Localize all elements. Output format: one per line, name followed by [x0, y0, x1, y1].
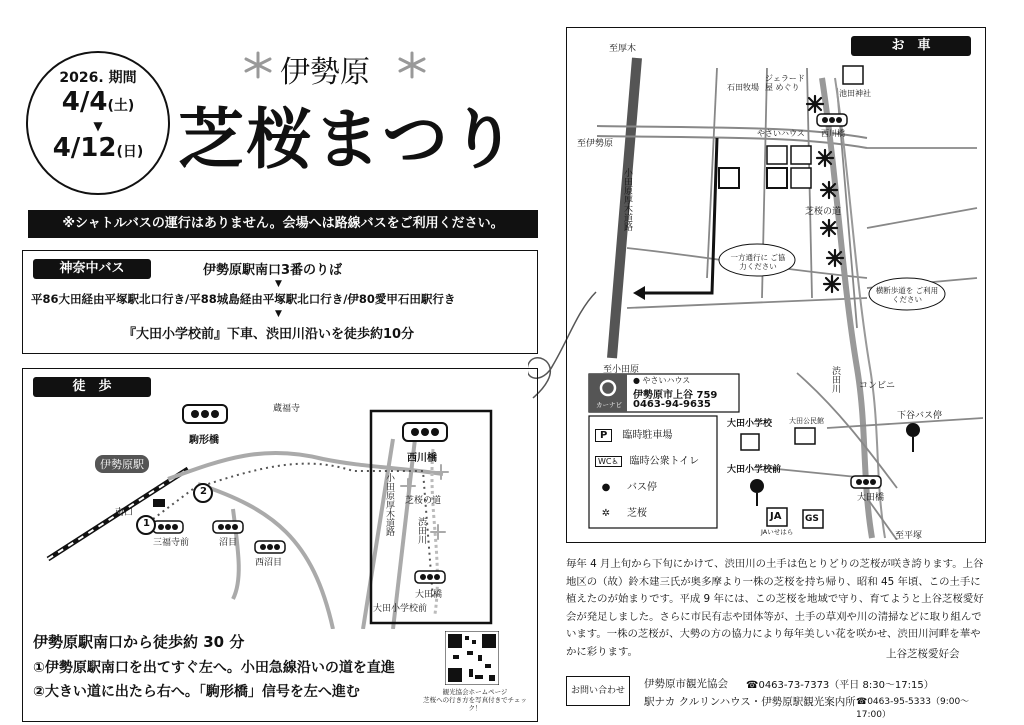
- carnavi-tel: 0463-94-9635: [633, 399, 711, 410]
- carnavi-address: 伊勢原市上谷 759: [633, 390, 718, 401]
- notice-bar: ※シャトルバスの運行はありません。会場へは路線バスをご利用ください。: [28, 210, 538, 238]
- label-to-odawara: 至小田原: [603, 365, 640, 375]
- start-date: 4/4(土): [61, 87, 135, 117]
- walk-tag: 徒 歩: [33, 377, 151, 397]
- label-shibuta: 渋田川: [830, 366, 840, 393]
- legend-toilet: WC♿ 臨時公衆トイレ: [595, 452, 699, 467]
- label-station: 伊勢原駅: [95, 455, 149, 473]
- flower-icon: ✲: [601, 508, 611, 519]
- place-name: 伊勢原: [280, 55, 370, 90]
- contact: [566, 672, 984, 720]
- label-highway: 小田原厚木道路: [622, 168, 632, 231]
- label-ota-school: 大田小学校: [727, 419, 773, 429]
- label-ota-school: 大田小学校前: [373, 604, 428, 614]
- legend-bus-stop: ● バス停: [595, 478, 657, 493]
- parking-icon: P: [595, 429, 612, 442]
- description: 毎年 4 月上旬から下旬にかけて、渋田川の土手は色とりどりの芝桜が咲き誇ります。上谷地区の（故）鈴木建三氏が奥多摩より一株の芝桜を持ち帰り、昭和 45 年頃、この土手に植えたのが始まりです。平成 9 年には、この芝桜を地域で守り、育てようと上谷芝桜愛好会が発足しました。さらに市民有志や団体等が、土手の草刈や川の清掃などに取り組んでいます。一株の芝桜が、大勢の方の協力により毎年美しい花を咲かせ、渋田川河畔を華やかに彩ります。: [566, 558, 984, 658]
- walk-step-2: ②大きい道に出たら右へ。「駒形橋」信号を左へ進む: [33, 684, 360, 700]
- end-date: 4/12(日): [52, 133, 144, 163]
- period-label: 2026. 期間: [59, 70, 137, 86]
- label-shibazakura-road: 芝桜の道: [805, 207, 842, 217]
- contact-label: お問い合わせ: [566, 676, 630, 706]
- label-numame: 沼目: [219, 538, 238, 548]
- label-shimoya-bus: 下谷バス停: [897, 411, 943, 421]
- label-south-exit: 南口: [115, 508, 134, 518]
- walk-section: [22, 368, 538, 722]
- label-zofukuji: 蔵福寺: [273, 404, 301, 414]
- desc-signature: 上谷芝桜愛好会: [886, 648, 960, 660]
- legend-parking: P 臨時駐車場: [595, 426, 672, 442]
- label-gs: GS: [805, 514, 819, 524]
- car-section: [566, 27, 986, 543]
- label-yasai: やさいハウス: [757, 129, 805, 138]
- label-shrine: 池田神社: [839, 89, 871, 98]
- walk-step-1: ①伊勢原駅南口を出てすぐ左へ。小田急線沿いの道を直進: [33, 660, 395, 676]
- marker-1: 1: [143, 518, 150, 529]
- arrow-down-icon: ▼: [275, 309, 282, 319]
- qr-caption: 観光協会ホームページ 芝桜への行き方を写真付きでチェック！: [423, 688, 527, 712]
- contact-tel-2: ☎0463-95-5333（9:00～17:00）: [856, 697, 970, 720]
- page-title: 芝桜まつり: [178, 100, 518, 178]
- carnavi-label: カーナビ: [596, 401, 622, 409]
- bus-tag: 神奈中バス: [33, 259, 151, 279]
- label-to-hiratsuka: 至平塚: [895, 531, 923, 541]
- walk-map: [23, 399, 535, 629]
- label-sanpukuji: 三福寺前: [153, 538, 190, 548]
- contact-org-1: 伊勢原市観光協会: [644, 678, 728, 690]
- marker-2: 2: [200, 486, 207, 497]
- label-ota-school-stop: 大田小学校前: [727, 465, 782, 475]
- contact-org-2: 駅ナカ クルリンハウス・伊勢原駅観光案内所: [644, 696, 856, 708]
- label-otabashi: 大田橋: [415, 590, 443, 600]
- flower-icon: [238, 50, 278, 80]
- bus-stop: 伊勢原駅南口3番のりば: [203, 263, 343, 278]
- end-dow: (日): [116, 144, 144, 160]
- contact-tel-1: ☎0463-73-7373（平日 8:30～17:15）: [746, 680, 934, 691]
- label-crosswalk: 横断歩道を ご利用ください: [875, 286, 939, 304]
- label-to-isehara: 至伊勢原: [577, 139, 614, 149]
- arrow-down-icon: ▼: [275, 279, 282, 289]
- walk-summary: 伊勢原駅南口から徒歩約 30 分: [33, 633, 245, 651]
- label-convenience: コンビニ: [859, 381, 896, 391]
- carnavi-place: ● やさいハウス: [633, 376, 691, 385]
- signal-icon: [183, 405, 227, 423]
- label-nishidabashi: 西川橋: [821, 129, 845, 138]
- start-dow: (土): [107, 98, 135, 114]
- label-ota-hall: 大田公民館: [789, 417, 824, 425]
- label-shibazakura-road: 芝桜の道: [405, 496, 442, 506]
- bus-getoff: 『大田小学校前』下車、渋田川沿いを徒歩約10分: [123, 327, 415, 342]
- label-otabashi: 大田橋: [857, 493, 885, 503]
- label-to-atsugi: 至厚木: [609, 44, 637, 54]
- bus-section: [22, 250, 538, 354]
- qr-code[interactable]: [445, 631, 499, 685]
- label-komagata: 駒形橋: [189, 435, 219, 446]
- label-ishida: 石田牧場: [727, 83, 759, 92]
- label-shibuta: 渋田川: [416, 517, 426, 544]
- date-circle: [26, 51, 170, 195]
- legend-shibazakura: ✲ 芝桜: [595, 504, 647, 519]
- label-oneway: 一方通行に ご協力ください: [730, 253, 786, 271]
- date-arrow-icon: ▼: [93, 119, 103, 133]
- label-nishidabashi: 西川橋: [407, 453, 437, 464]
- bus-routes: 平86大田経由平塚駅北口行き/平88城島経由平塚駅北口行き/伊80愛甲石田駅行き: [31, 292, 456, 306]
- car-tag: お 車: [851, 36, 971, 56]
- label-gelato: ジェラード屋 めぐり: [765, 74, 805, 92]
- label-odawara-line: 小田原厚木道路: [384, 473, 394, 536]
- label-nishinumame: 西沼目: [255, 558, 283, 568]
- bus-stop-icon: ●: [601, 482, 611, 493]
- flower-icon: [392, 50, 432, 80]
- toilet-icon: WC♿: [595, 456, 622, 467]
- label-ja: JA: [770, 511, 782, 522]
- label-ja-sub: JAいせはら: [761, 528, 794, 536]
